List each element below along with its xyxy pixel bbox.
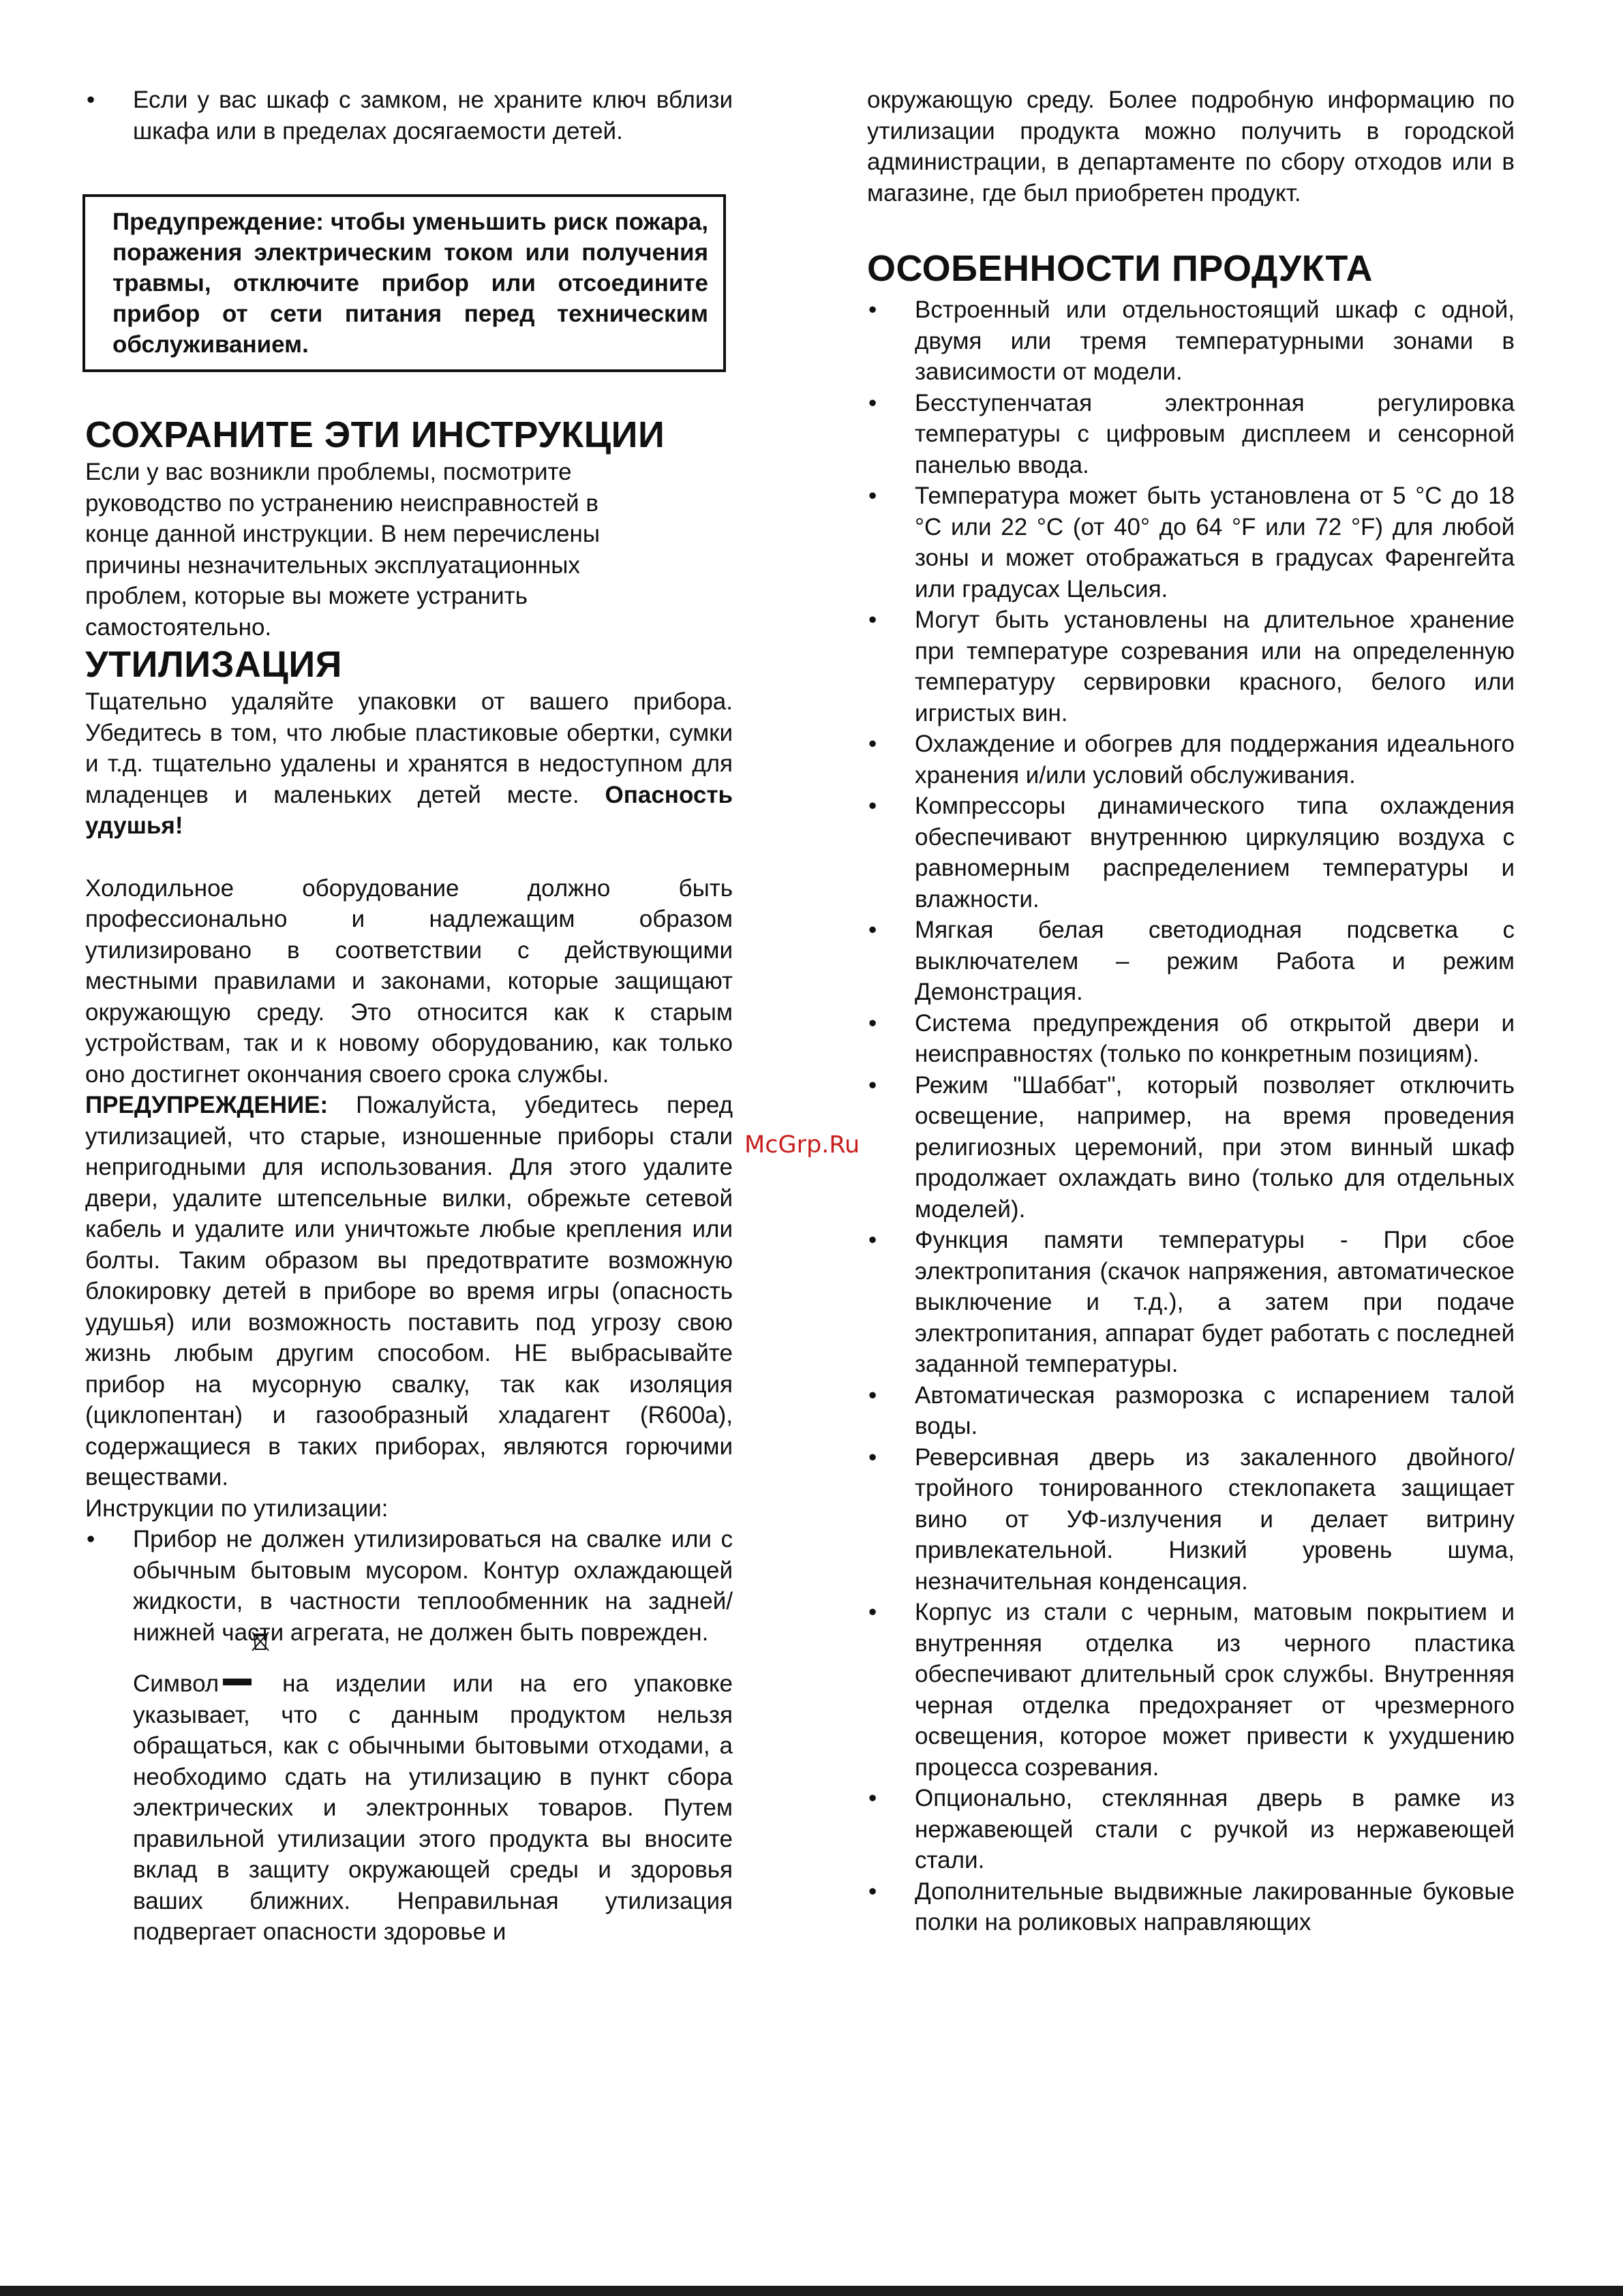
instr-bullet-text: Прибор не должен утилизироваться на свалке или с обычным бытовым мусором. Контур охлаждающей жидкости, в частности теплообменник на задней/нижней части агрегата, не должен быть поврежден. — [133, 1526, 733, 1646]
text-line: причины незначительных эксплуатационных — [85, 551, 580, 579]
list-item: • Встроенный или отдельностоящий шкаф с одной, двумя или тремя температурными зонами в зависимости от модели. — [867, 294, 1515, 388]
warning-box: Предупреждение: чтобы уменьшить риск пожара, поражения электрическим током или получения травмы, отключите прибор или отсоедините прибор от сети питания перед техническим обслуживанием. — [82, 194, 726, 372]
choking-hazard-text: Опасность удушья! — [85, 781, 733, 839]
disposal-paragraph-2: Холодильное оборудование должно быть профессионально и надлежащим образом утилизировано в соответствии с действующими местными правилами и законами, которые защищают окружающую среду. Это относится как к старым устройствам, так и к новому оборудованию, как только оно достигнет окончания своего срока службы. — [85, 874, 733, 1088]
list-item: • Система предупреждения об открытой двери и неисправностях (только по конкретным позициям). — [867, 1008, 1515, 1070]
text-line: руководство по устранению неисправностей в — [85, 489, 598, 517]
list-item: • Охлаждение и обогрев для поддержания идеального хранения и/или условий обслуживания. — [867, 729, 1515, 791]
list-item: • Температура может быть установлена от 5 °C до 18 °C или 22 °C (от 40° до 64 °F или 72 °F) для любой зоны и может отображаться в градусах Фаренгейта или градусах Цельсия. — [867, 480, 1515, 604]
disposal-paragraph-1 — [85, 686, 733, 842]
key-bullet-list — [85, 85, 733, 147]
features-list — [867, 294, 1515, 1938]
left-column — [85, 85, 733, 1948]
symbol-paragraph — [133, 1668, 733, 1948]
list-item: • Компрессоры динамического типа охлаждения обеспечивают внутреннюю циркуляцию воздуха с равномерным распределением температуры и влажности. — [867, 791, 1515, 915]
list-item: • Бесступенчатая электронная регулировка температуры с цифровым дисплеем и сенсорной панелью ввода. — [867, 388, 1515, 481]
list-item — [85, 1524, 733, 1948]
disposal-paragraph-3 — [85, 1090, 733, 1493]
instructions-list — [85, 1524, 733, 1948]
list-item: • Корпус из стали с черным, матовым покрытием и внутренняя отделка из черного пластика обеспечивают длительный срок службы. Внутренняя черная отделка предохраняет от чрезмерного освещения, которое может привести к ухудшению процесса созревания. — [867, 1597, 1515, 1783]
spacer — [85, 842, 733, 873]
text-line: самостоятельно. — [85, 613, 272, 641]
list-item: • Опционально, стеклянная дверь в рамке из нержавеющей стали с ручкой из нержавеющей стали. — [867, 1783, 1515, 1876]
disposal-heading: УТИЛИЗАЦИЯ — [85, 644, 342, 685]
text-line: проблем, которые вы можете устранить — [85, 583, 528, 609]
text-line: Если у вас возникли проблемы, посмотрите — [85, 459, 572, 485]
crossed-bin-icon — [250, 1630, 271, 1652]
disposal-continuation: окружающую среду. Более подробную информацию по утилизации продукта можно получить в городской администрации, в департаменте по сбору отходов или в магазине, где был приобретен продукт. — [867, 87, 1515, 206]
watermark-link[interactable]: McGrp.Ru — [744, 1131, 860, 1159]
list-item: • Автоматическая разморозка с испарением талой воды. — [867, 1380, 1515, 1442]
save-instructions-heading: СОХРАНИТЕ ЭТИ ИНСТРУКЦИИ — [85, 414, 665, 455]
instructions-label: Инструкции по утилизации: — [85, 1495, 389, 1522]
features-heading: ОСОБЕННОСТИ ПРОДУКТА — [867, 248, 1373, 289]
list-item: • Мягкая белая светодиодная подсветка с выключателем – режим Работа и режим Демонстрация. — [867, 915, 1515, 1008]
text-line: конце данной инструкции. В нем перечислены — [85, 521, 601, 547]
list-item: • Реверсивная дверь из закаленного двойного/тройного тонированного стеклопакета защищает вино от УФ-излучения и делает витрину привлекательной. Низкий уровень шума, незначительная конденсация. — [867, 1442, 1515, 1597]
symbol-text: на изделии или на его упаковке указывает, что с данным продуктом нельзя обращаться, как с обычными бытовыми отходами, а необходимо сдать на утилизацию в пункт сбора электрических и электронных товаров. Путем правильной утилизации этого продукта вы вносите вклад в защиту окружающей среды и здоровья ваших ближних. Неправильная утилизация подвергает опасности здоровье и — [133, 1670, 733, 1945]
page-bottom-border — [0, 2286, 1623, 2296]
list-item: • Дополнительные выдвижные лакированные буковые полки на роликовых направляющих — [867, 1876, 1515, 1938]
symbol-word: Символ — [133, 1670, 219, 1697]
disposal-p1-text: Тщательно удаляйте упаковки от вашего прибора. Убедитесь в том, что любые пластиковые обертки, сумки и т.д. тщательно удалены и хранятся в недоступном для младенцев и маленьких детей месте. — [85, 688, 733, 808]
list-item: • Могут быть установлены на длительное хранение при температуре созревания или на определенную температуру сервировки красного, белого или игристых вин. — [867, 604, 1515, 729]
save-instructions-text — [85, 457, 733, 643]
disposal-p3-text: Пожалуйста, убедитесь перед утилизацией, что старые, изношенные приборы стали непригодными для использования. Для этого удалите двери, удалите штепсельные вилки, обрежьте сетевой кабель и удалите или уничтожьте любые крепления или болты. Таким образом вы предотвратите возможную блокировку детей в приборе во время игры (опасность удушья) или возможность поставить под угрозу свою жизнь любым другим способом. НЕ выбрасывайте прибор на мусорную свалку, так как изоляция (циклопентан) и газообразный хладагент (R600a), содержащиеся в таких приборах, являются горючими веществами. — [85, 1092, 733, 1490]
warning-label: ПРЕДУПРЕЖДЕНИЕ: — [85, 1092, 329, 1118]
list-item: • Режим "Шаббат", который позволяет отключить освещение, например, на время проведения религиозных церемоний, при этом винный шкаф продолжает охлаждать вино (только для отдельных моделей). — [867, 1070, 1515, 1225]
list-item: • Если у вас шкаф с замком, не храните ключ вблизи шкафа или в пределах досягаемости детей. — [85, 85, 733, 147]
right-column — [867, 85, 1515, 1938]
underbar-icon — [223, 1679, 252, 1685]
list-item: • Функция памяти температуры - При сбое электропитания (скачок напряжения, автоматическое выключение и т.д.), а затем при подаче электропитания, аппарат будет работать с последней заданной температуры. — [867, 1225, 1515, 1380]
